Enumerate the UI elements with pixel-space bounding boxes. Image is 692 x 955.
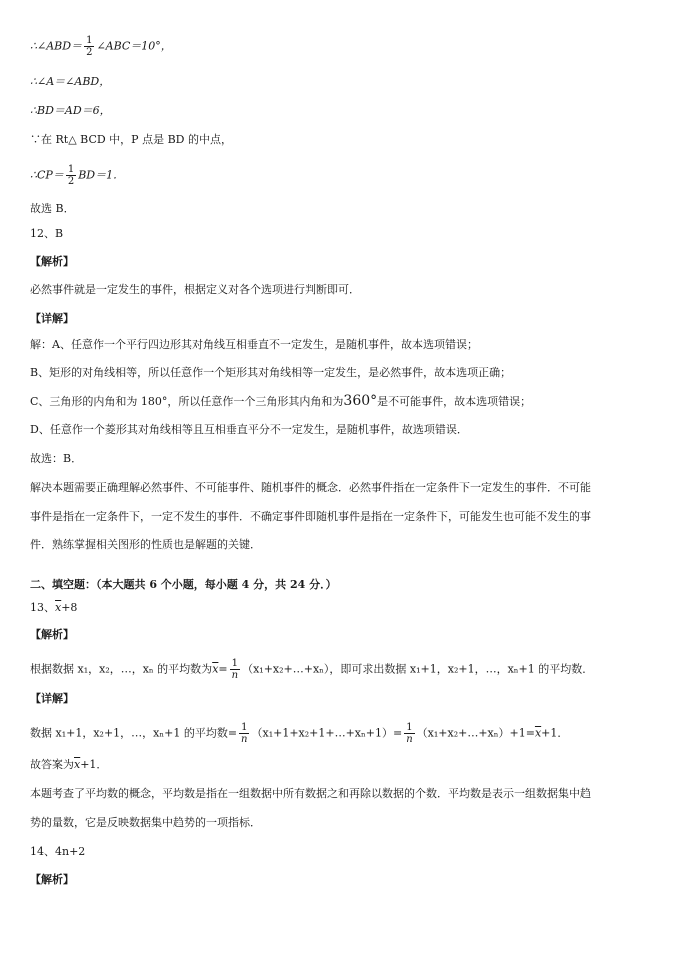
line-summary-2: 事件是指在一定条件下，一定不发生的事件．不确定事件即随机事件是指在一定条件下，可能发生也可能不发生的事 <box>30 510 591 523</box>
line-rt-bcd: ∵在 Rt△ BCD 中，P 点是 BD 的中点， <box>30 133 232 146</box>
text: C、三角形的内角和为 180°，所以任意作一个三角形其内角和为 <box>30 395 344 408</box>
denominator: n <box>241 734 248 745</box>
line-choose-b-2: 故选：B． <box>30 452 83 465</box>
numerator: 1 <box>231 658 239 669</box>
denominator: n <box>406 734 413 745</box>
x-bar: $\overline{x}$ <box>74 758 81 771</box>
x-bar: $\overline{x}$ <box>212 662 219 676</box>
line-cp <box>30 164 124 187</box>
line-q13-summary-2: 势的量数，它是反映数据集中趋势的一项指标． <box>30 816 261 829</box>
line-bd-ad: ∴BD＝AD＝6， <box>30 104 111 117</box>
text: 数据 x₁+1，x₂+1，…，xₙ+1 的平均数= <box>30 726 238 740</box>
denominator: 2 <box>86 47 93 58</box>
line-q14-answer: 14、4n+2 <box>30 845 86 858</box>
line-choose-b: 故选 B． <box>30 202 75 215</box>
x-bar: $\overline{x}$ <box>534 726 542 740</box>
text: BD＝1． <box>78 168 125 182</box>
fraction <box>230 658 240 681</box>
line-summary-3: 件．熟练掌握相关图形的性质也是解题的关键． <box>30 538 261 551</box>
text: （x₁+1+x₂+1+…+xₙ+1）= <box>251 726 403 740</box>
fraction <box>239 722 249 745</box>
heading-detail-13: 【详解】 <box>30 692 74 705</box>
line-option-a: 解：A、任意作一个平行四边形其对角线互相垂直不一定发生，是随机事件，故本选项错误； <box>30 338 478 351</box>
line-q13-summary-1: 本题考查了平均数的概念，平均数是指在一组数据中所有数据之和再除以数据的个数．平均数是表示一组数据集中趋 <box>30 787 591 800</box>
denominator: n <box>231 670 239 681</box>
text: +1． <box>80 758 108 771</box>
heading-detail: 【详解】 <box>30 312 74 325</box>
text: 是不可能事件，故本选项错误； <box>377 395 532 408</box>
line-q13-final <box>30 758 107 772</box>
numerator: 1 <box>241 722 248 733</box>
text: （x₁+x₂+…+xₙ），即可求出数据 x₁+1，x₂+1，…，xₙ+1 的平均数． <box>242 662 594 676</box>
text: （x₁+x₂+…+xₙ）+1= <box>416 726 535 740</box>
text: ∴∠ABD＝ <box>30 39 83 53</box>
text: 根据数据 x₁，x₂，…，xₙ 的平均数为 <box>30 662 213 676</box>
denominator: 2 <box>67 176 75 187</box>
line-option-c <box>30 394 531 409</box>
line-q13-answer <box>30 601 77 615</box>
heading-analysis-13: 【解析】 <box>30 628 74 641</box>
fraction <box>66 164 76 187</box>
x-bar: $\overline{x}$ <box>55 601 62 614</box>
numerator: 1 <box>406 722 413 733</box>
equals: = <box>218 662 228 676</box>
text: +8 <box>61 601 78 614</box>
line-q13-detail <box>30 722 568 745</box>
fraction <box>404 722 414 745</box>
text: 故答案为 <box>30 758 74 771</box>
numerator: 1 <box>67 164 75 175</box>
line-analysis-text: 必然事件就是一定发生的事件，根据定义对各个选项进行判断即可． <box>30 283 360 296</box>
section-fill-in-heading: 二、填空题：（本大题共 6 个小题，每小题 4 分，共 24 分．） <box>30 578 337 591</box>
numerator: 1 <box>86 35 93 46</box>
text: +1． <box>541 726 569 740</box>
heading-analysis-14: 【解析】 <box>30 873 74 886</box>
text: ∠ABC＝10°， <box>96 39 172 53</box>
line-summary-1: 解决本题需要正确理解必然事件、不可能事件、随机事件的概念．必然事件指在一定条件下一定发生的事件．不可能 <box>30 481 591 494</box>
fraction <box>84 35 94 58</box>
angle-value: 360° <box>343 393 378 409</box>
line-option-d: D、任意作一个菱形其对角线相等且互相垂直平分不一定发生，是随机事件，故选项错误． <box>30 423 468 436</box>
line-q13-analysis <box>30 658 593 681</box>
heading-analysis: 【解析】 <box>30 255 74 268</box>
line-angle-abd <box>30 35 172 58</box>
text: 13、 <box>30 601 55 614</box>
text: ∴CP＝ <box>30 168 64 182</box>
line-option-b: B、矩形的对角线相等，所以任意作一个矩形其对角线相等一定发生，是必然事件，故本选项正确； <box>30 366 512 379</box>
line-angle-a: ∴∠A＝∠ABD， <box>30 75 111 88</box>
line-q12-answer: 12、B <box>30 227 64 240</box>
